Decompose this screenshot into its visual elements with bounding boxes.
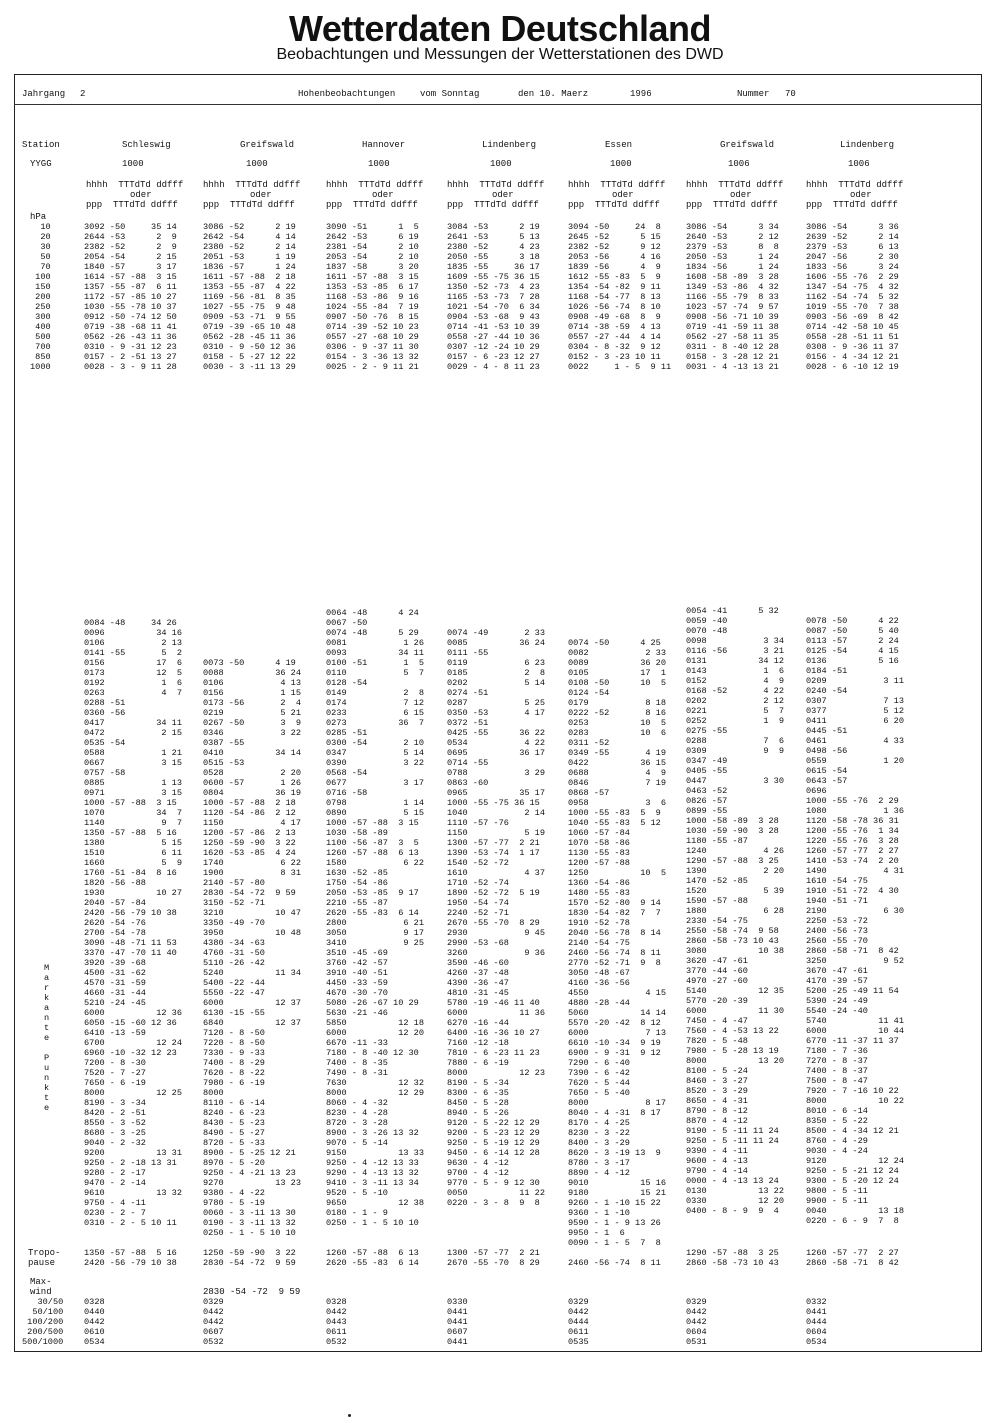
tropopause-column: 1260 -57 -77 2 27 2860 -58 -71 8 42 bbox=[806, 1248, 899, 1268]
maxwind-column: 0329 0442 0442 0604 0531 bbox=[686, 1297, 707, 1347]
tropopause-label: Tropo- bbox=[28, 1248, 61, 1258]
column-header: hhhh TTTdTd ddfff bbox=[686, 180, 784, 190]
column-header-oder: oder bbox=[250, 190, 272, 200]
column-header: ppp TTTdTd ddfff bbox=[686, 200, 778, 210]
column-header: ppp TTTdTd ddfff bbox=[326, 200, 418, 210]
station-label: Station bbox=[22, 140, 60, 150]
standard-levels-column: 3090 -51 1 5 2642 -53 6 19 2381 -54 2 10 2053 -54 2 10 1837 -58 3 20 1611 -57 -88 3 15 1353 -53 -85 6 17 1168 -53 -86 9 16 1024 -55 -84 7 19 0907 -50 -76 8 15 0714 -39 -52 10 23 0557 -27 -68 10 29 0306 - 9 -37 11 30 0154 - 3 -36 13 32 0025 - 2 - 9 11 21 bbox=[326, 222, 419, 372]
column-header: hhhh TTTdTd ddfff bbox=[806, 180, 904, 190]
station-name: Hannover bbox=[362, 140, 406, 150]
standard-levels-column: 3092 -50 35 14 2644 -53 2 9 2382 -52 2 9 2054 -54 2 15 1840 -57 3 17 1614 -57 -88 3 15 1357 -55 -87 6 11 1172 -57 -85 10 27 1030 -55 -78 10 37 0912 -50 -74 12 50 0719 -38 -68 11 41 0562 -26 -43 11 36 0310 - 9 -31 12 23 0157 - 2 -51 13 27 0028 - 3 - 9 11 28 bbox=[84, 222, 177, 372]
column-header: ppp TTTdTd ddfff bbox=[568, 200, 660, 210]
tropopause-column: 2460 -56 -74 8 11 bbox=[568, 1258, 661, 1268]
number-label: Nummer bbox=[737, 89, 770, 99]
observation-label: Hohenbeobachtungen bbox=[298, 89, 396, 99]
column-header: hhhh TTTdTd ddfff bbox=[86, 180, 184, 190]
date-day: den 10. Maerz bbox=[518, 89, 589, 99]
tropopause-column: 1350 -57 -88 5 16 2420 -56 -79 10 38 bbox=[84, 1248, 177, 1268]
hpa-label: hPa bbox=[30, 212, 47, 222]
maxwind-rows: 30/50 50/100 100/200 200/500 500/1000 bbox=[22, 1297, 64, 1347]
significant-levels-column: 0078 -50 4 22 0087 -50 5 40 0113 -57 2 24 0125 -54 4 15 0136 5 16 0184 -51 0209 3 11 0240 -54 0307 7 13 0377 5 12 0411 6 20 0445 -51 0461 4 33 0498 -56 0559 1 20 0615 -54 0643 -57 0696 1000 -55 -76 2 29 1080 1 36 1120 -58 -78 36 31 1200 -55 -76 1 34 1220 -55 -76 3 28 1260 -57 -77 2 27 1410 -53 -74 2 20 1490 4 31 1610 -54 -75 1910 -51 -72 4 30 1940 -51 -71 2190 6 30 2250 -53 -72 2400 -56 -73 2560 -55 -70 2860 -58 -71 8 42 3250 9 52 3670 -47 -61 4170 -39 -57 5200 -25 -49 11 54 5390 -24 -49 5540 -24 -40 5740 11 41 6000 10 44 6770 -11 -37 11 37 7180 - 7 -36 7270 - 8 -37 7400 - 8 -37 7500 - 8 -47 7920 - 7 -16 10 22 8000 10 22 8010 - 6 -14 8350 - 5 -22 8500 - 4 -34 12 21 8760 - 4 -29 9030 - 4 -24 9120 12 24 9250 - 5 -21 12 24 9300 - 5 -20 12 24 9800 - 5 -11 9900 - 5 -11 0040 13 18 0220 - 6 - 9 7 8 bbox=[806, 616, 904, 1226]
column-header: hhhh TTTdTd ddfff bbox=[203, 180, 301, 190]
maxwind-label: Max- bbox=[30, 1277, 52, 1287]
significant-levels-column: 0073 -50 4 19 0088 36 24 0106 4 13 0156 1 15 0173 -56 2 4 0219 5 21 0267 -50 3 9 0346 3 22 0387 -55 0410 34 14 0515 -53 0528 2 20 0600 -57 1 26 0804 36 19 1000 -57 -88 2 18 1120 -54 -86 2 12 1150 4 17 1200 -57 -86 2 13 1250 -59 -90 3 22 1620 -53 -85 4 24 1740 6 22 1900 8 31 2140 -57 -80 2830 -54 -72 9 59 3150 -52 -71 3210 10 47 3350 -49 -70 3950 10 48 4380 -34 -63 4760 -31 -50 5110 -26 -42 5240 11 34 5400 -22 -44 5550 -22 -47 6000 12 37 6130 -15 -55 6840 12 37 7120 - 8 -50 7220 - 8 -50 7330 - 9 -33 7400 - 8 -29 7620 - 8 -22 7980 - 6 -19 8000 8110 - 6 -14 8240 - 6 -23 8430 - 5 -23 8490 - 5 -27 8720 - 5 -33 8900 - 5 -25 12 21 8970 - 5 -20 9250 - 4 -21 13 23 9270 13 23 9380 - 4 -22 9780 - 5 -19 0060 - 3 -11 13 30 0190 - 3 -11 13 32 0250 - 1 - 5 10 10 bbox=[203, 658, 301, 1238]
markante-punkte-label: M a r k a n t e P u n k t e bbox=[44, 963, 50, 1113]
maxwind-label: wind bbox=[30, 1287, 52, 1297]
station-name: Schleswig bbox=[122, 140, 171, 150]
maxwind-column: 0328 0442 0443 0611 0532 bbox=[326, 1297, 347, 1347]
station-yygg: 1000 bbox=[490, 159, 512, 169]
station-yygg: 1006 bbox=[728, 159, 750, 169]
tropopause-label: pause bbox=[28, 1258, 56, 1268]
column-header: ppp TTTdTd ddfff bbox=[806, 200, 898, 210]
station-yygg: 1000 bbox=[122, 159, 144, 169]
significant-levels-column: 0054 -41 5 32 0059 -40 0070 -48 0098 3 34 0116 -56 3 21 0131 34 12 0143 1 6 0152 4 9 0168 -52 4 22 0202 2 12 0221 5 7 0252 1 9 0275 -55 0288 7 6 0309 9 9 0347 -49 0405 -55 0447 3 30 0463 -52 0826 -57 0899 -55 1000 -58 -89 3 28 1030 -59 -90 3 28 1180 -55 -87 1240 4 26 1290 -57 -88 3 25 1390 2 20 1470 -52 -85 1520 5 39 1590 -57 -88 1880 6 28 2330 -54 -75 2550 -58 -74 9 58 2860 -58 -73 10 43 3080 10 38 3620 -47 -61 3770 -44 -60 4970 -27 -60 5140 12 35 5770 -20 -39 6000 11 30 7450 - 4 -47 7560 - 4 -53 13 22 7820 - 5 -48 7980 - 5 -28 13 19 8000 13 20 8100 - 5 -24 8460 - 3 -27 8520 - 3 -29 8650 - 4 -31 8790 - 8 -12 8870 - 4 -12 9190 - 5 -11 11 24 9250 - 5 -11 11 24 9390 - 4 -11 9600 - 4 -13 9790 - 4 -14 0000 - 4 -13 13 24 0130 13 22 0330 12 20 0400 - 8 - 9 9 4 bbox=[686, 606, 784, 1216]
station-name: Lindenberg bbox=[482, 140, 537, 150]
significant-levels-column: 0074 -50 4 25 0082 2 33 0089 36 20 0105 17 1 0108 -50 10 5 0124 -54 0179 8 18 0222 -52 8 16 0253 10 5 0283 10 6 0311 -52 0349 -55 4 19 0422 36 15 0688 4 9 0846 7 19 0868 -57 0958 3 6 1000 -55 -83 5 9 1040 -55 -83 5 12 1060 -57 -84 1070 -58 -86 1130 -55 -83 1200 -57 -88 1250 10 5 1360 -54 -86 1480 -55 -83 1570 -52 -80 9 14 1830 -54 -82 7 7 1910 -52 -78 2040 -56 -78 8 14 2140 -54 -75 2460 -56 -74 8 11 2770 -52 -71 9 8 3050 -48 -67 4160 -36 -56 4550 4 15 4880 -28 -44 5060 14 14 5570 -20 -42 8 12 6000 7 13 6610 -10 -34 9 19 6900 - 9 -31 9 12 7290 - 6 -40 7390 - 6 -42 7620 - 5 -44 7650 - 5 -40 8000 8 17 8040 - 4 -31 8 17 8170 - 4 -25 8230 - 3 -22 8400 - 3 -29 8620 - 3 -19 13 9 8780 - 3 -17 8890 - 4 -12 9010 15 16 9180 15 21 9260 - 1 -10 15 22 9360 - 1 -10 9590 - 1 - 9 13 26 9950 - 1 6 0090 - 1 - 5 7 8 bbox=[568, 638, 666, 1248]
standard-levels-column: 3086 -52 2 19 2642 -54 4 14 2380 -52 2 14 2051 -53 1 19 1836 -57 1 24 1611 -57 -88 2 18 1353 -55 -87 4 22 1169 -56 -81 8 35 1027 -55 -75 9 48 0909 -53 -71 9 55 0719 -39 -65 10 48 0562 -28 -45 11 36 0310 - 9 -50 12 36 0158 - 5 -27 12 22 0030 - 3 -11 13 29 bbox=[203, 222, 296, 372]
station-yygg: 1000 bbox=[246, 159, 268, 169]
tropopause-column: 1290 -57 -88 3 25 2860 -58 -73 10 43 bbox=[686, 1248, 779, 1268]
column-header: hhhh TTTdTd ddfff bbox=[568, 180, 666, 190]
column-header: ppp TTTdTd ddfff bbox=[447, 200, 539, 210]
jahrgang-value: 2 bbox=[80, 89, 86, 99]
standard-levels-column: 3094 -50 24 8 2645 -52 5 15 2382 -52 9 12 2053 -56 4 16 1839 -56 4 9 1612 -55 -83 5 9 1354 -54 -82 9 11 1168 -54 -77 8 13 1026 -56 -74 8 10 0908 -49 -68 8 9 0714 -38 -59 4 13 0557 -27 -44 4 14 0304 - 8 -32 9 12 0152 - 3 -23 10 11 0022 1 - 5 9 11 bbox=[568, 222, 672, 372]
yygg-label: YYGG bbox=[30, 159, 52, 169]
tropopause-column: 1300 -57 -77 2 21 2670 -55 -70 8 29 bbox=[447, 1248, 540, 1268]
column-header: ppp TTTdTd ddfff bbox=[203, 200, 295, 210]
station-yygg: 1000 bbox=[610, 159, 632, 169]
column-header-oder: oder bbox=[730, 190, 752, 200]
column-header-oder: oder bbox=[130, 190, 152, 200]
standard-levels-column: 3086 -54 3 36 2639 -52 2 14 2379 -53 6 13 2047 -56 2 30 1833 -56 3 24 1606 -55 -76 2 29 1347 -54 -75 4 32 1162 -54 -74 5 32 1019 -55 -70 7 38 0903 -56 -69 8 42 0714 -42 -58 10 45 0558 -28 -51 11 51 0308 - 9 -36 11 37 0156 - 4 -34 12 21 0028 - 6 -10 12 19 bbox=[806, 222, 899, 372]
tropopause-column: 1250 -59 -90 3 22 2830 -54 -72 9 59 bbox=[203, 1248, 296, 1268]
page-title: Wetterdaten Deutschland bbox=[289, 8, 711, 49]
maxwind-column: 0332 0441 0444 0604 0534 bbox=[806, 1297, 827, 1347]
jahrgang-label: Jahrgang bbox=[22, 89, 66, 99]
number-value: 70 bbox=[785, 89, 796, 99]
tropopause-column: 1260 -57 -88 6 13 2620 -55 -83 6 14 bbox=[326, 1248, 419, 1268]
station-yygg: 1000 bbox=[368, 159, 390, 169]
station-name: Lindenberg bbox=[840, 140, 895, 150]
significant-levels-column: 0074 -49 2 33 0085 36 24 0111 -55 0119 6 23 0185 2 8 0202 5 14 0274 -51 0287 5 25 0350 -53 4 17 0372 -51 0425 -55 36 22 0534 4 22 0695 36 17 0714 -55 0788 3 29 0863 -60 0965 35 17 1000 -55 -75 36 15 1040 2 14 1110 -57 -76 1150 5 19 1300 -57 -77 2 21 1390 -53 -74 1 17 1540 -52 -72 1610 4 37 1710 -52 -74 1890 -52 -72 5 19 1950 -54 -74 2240 -52 -71 2670 -55 -70 8 29 2930 9 45 2990 -53 -68 3260 9 36 3590 -46 -60 4260 -37 -48 4390 -36 -47 4810 -31 -45 5780 -19 -46 11 40 6000 11 36 6270 -16 -44 6400 -16 -36 10 27 7160 -12 -18 7810 - 6 -23 11 23 7880 - 6 -19 8000 12 23 8190 - 5 -34 8300 - 6 -35 8450 - 5 -28 8940 - 5 -26 9120 - 5 -22 12 29 9200 - 5 -23 12 29 9250 - 5 -19 12 29 9450 - 6 -14 12 28 9630 - 4 -12 9700 - 4 -12 9770 - 5 - 9 12 30 0050 11 22 0220 - 3 - 8 9 8 bbox=[447, 628, 545, 1208]
column-header-oder: oder bbox=[372, 190, 394, 200]
station-name: Greifswald bbox=[240, 140, 295, 150]
station-name: Greifswald bbox=[720, 140, 775, 150]
year: 1996 bbox=[630, 89, 652, 99]
pressure-level-list: 10 20 30 50 70 100 150 200 250 300 400 500 700 850 1000 bbox=[30, 222, 51, 372]
page-subtitle: Beobachtungen und Messungen der Wetterstationen des DWD bbox=[276, 46, 724, 63]
station-name: Essen bbox=[605, 140, 633, 150]
maxwind-column: 0330 0441 0441 0607 0441 bbox=[447, 1297, 468, 1347]
column-header-oder: oder bbox=[850, 190, 872, 200]
maxwind-column: 0329 0442 0442 0607 0532 bbox=[203, 1297, 224, 1347]
significant-levels-column: 0064 -48 4 24 0067 -50 0074 -48 5 29 0081 1 26 0093 34 11 0100 -51 1 5 0110 5 7 0128 -54 0149 2 8 0174 7 12 0233 6 15 0273 36 7 0285 -51 0300 -54 2 10 0347 5 14 0390 3 22 0568 -54 0677 3 17 0716 -58 0798 1 14 0890 5 15 1000 -57 -88 3 15 1030 -58 -89 1100 -56 -87 3 5 1260 -57 -88 6 13 1580 6 22 1630 -52 -85 1750 -54 -86 2050 -53 -85 9 17 2210 -55 -87 2620 -55 -83 6 14 2800 6 21 3050 9 17 3410 9 25 3510 -45 -69 3760 -42 -57 3910 -40 -51 4450 -33 -59 4670 -30 -70 5080 -26 -67 10 29 5630 -21 -46 5850 12 18 6000 12 20 6670 -11 -33 7180 - 8 -40 12 30 7400 - 8 -35 7490 - 8 -31 7630 12 32 8000 12 29 8060 - 4 -32 8230 - 4 -28 8720 - 3 -28 8900 - 3 -26 13 32 9070 - 5 -14 9150 13 33 9250 - 4 -12 13 33 9290 - 4 -13 13 32 9410 - 3 -11 13 34 9520 - 5 -10 9650 12 38 0180 - 1 - 9 0250 - 1 - 5 10 10 bbox=[326, 608, 424, 1228]
standard-levels-column: 3086 -54 3 34 2640 -53 2 12 2379 -53 8 8 2050 -53 1 24 1834 -56 1 24 1608 -58 -89 3 28 1349 -53 -86 4 32 1166 -55 -79 8 33 1023 -57 -74 9 57 0908 -56 -71 10 39 0719 -41 -59 11 38 0562 -27 -58 11 35 0311 - 8 -40 12 28 0158 - 3 -28 12 21 0031 - 4 -13 13 21 bbox=[686, 222, 779, 372]
column-header-oder: oder bbox=[492, 190, 514, 200]
divider bbox=[14, 104, 982, 105]
date-text: vom Sonntag bbox=[420, 89, 480, 99]
stray-dot bbox=[348, 1414, 351, 1417]
maxwind-top: 2830 -54 -72 9 59 bbox=[203, 1287, 301, 1297]
maxwind-column: 0329 0442 0444 0611 0535 bbox=[568, 1297, 589, 1347]
column-header: ppp TTTdTd ddfff bbox=[86, 200, 178, 210]
standard-levels-column: 3084 -53 2 19 2641 -53 5 13 2380 -52 4 23 2050 -55 3 18 1835 -55 36 17 1609 -55 -75 36 15 1350 -52 -73 4 23 1165 -53 -73 7 28 1021 -54 -70 6 34 0904 -53 -68 9 43 0714 -41 -53 10 39 0558 -27 -44 10 36 0307 -12 -24 10 29 0157 - 6 -23 12 27 0029 - 4 - 8 11 23 bbox=[447, 222, 540, 372]
column-header: hhhh TTTdTd ddfff bbox=[326, 180, 424, 190]
station-yygg: 1006 bbox=[848, 159, 870, 169]
significant-levels-column: 0084 -48 34 26 0096 34 16 0106 2 13 0141 -55 5 2 0156 17 6 0173 12 5 0192 1 6 0263 4 7 0288 -51 0360 -56 0417 34 11 0472 2 15 0535 -54 0588 1 21 0667 3 15 0757 -58 0885 1 13 0971 3 15 1000 -57 -88 3 15 1070 34 7 1140 9 7 1350 -57 -88 5 16 1380 5 15 1510 6 11 1660 5 9 1760 -51 -84 8 16 1820 -56 -88 1930 10 27 2040 -57 -84 2420 -56 -79 10 38 2620 -54 -76 2700 -54 -78 3090 -48 -71 11 53 3370 -47 -70 11 40 3920 -39 -68 4500 -31 -62 4570 -31 -59 4660 -31 -44 5210 -24 -45 6000 12 36 6050 -15 -60 12 36 6410 -13 -59 6700 12 24 6960 -10 -32 12 23 7200 - 8 -30 7520 - 7 -27 7650 - 6 -19 8000 12 25 8190 - 3 -34 8420 - 2 -51 8550 - 3 -52 8680 - 3 -25 9040 - 2 -32 9200 13 31 9250 - 2 -18 13 31 9280 - 2 -17 9470 - 2 -14 9610 13 32 9750 - 4 -11 0230 - 2 - 7 0310 - 2 - 5 10 11 bbox=[84, 618, 182, 1228]
column-header: hhhh TTTdTd ddfff bbox=[447, 180, 545, 190]
column-header-oder: oder bbox=[612, 190, 634, 200]
maxwind-column: 0328 0440 0442 0610 0534 bbox=[84, 1297, 105, 1347]
